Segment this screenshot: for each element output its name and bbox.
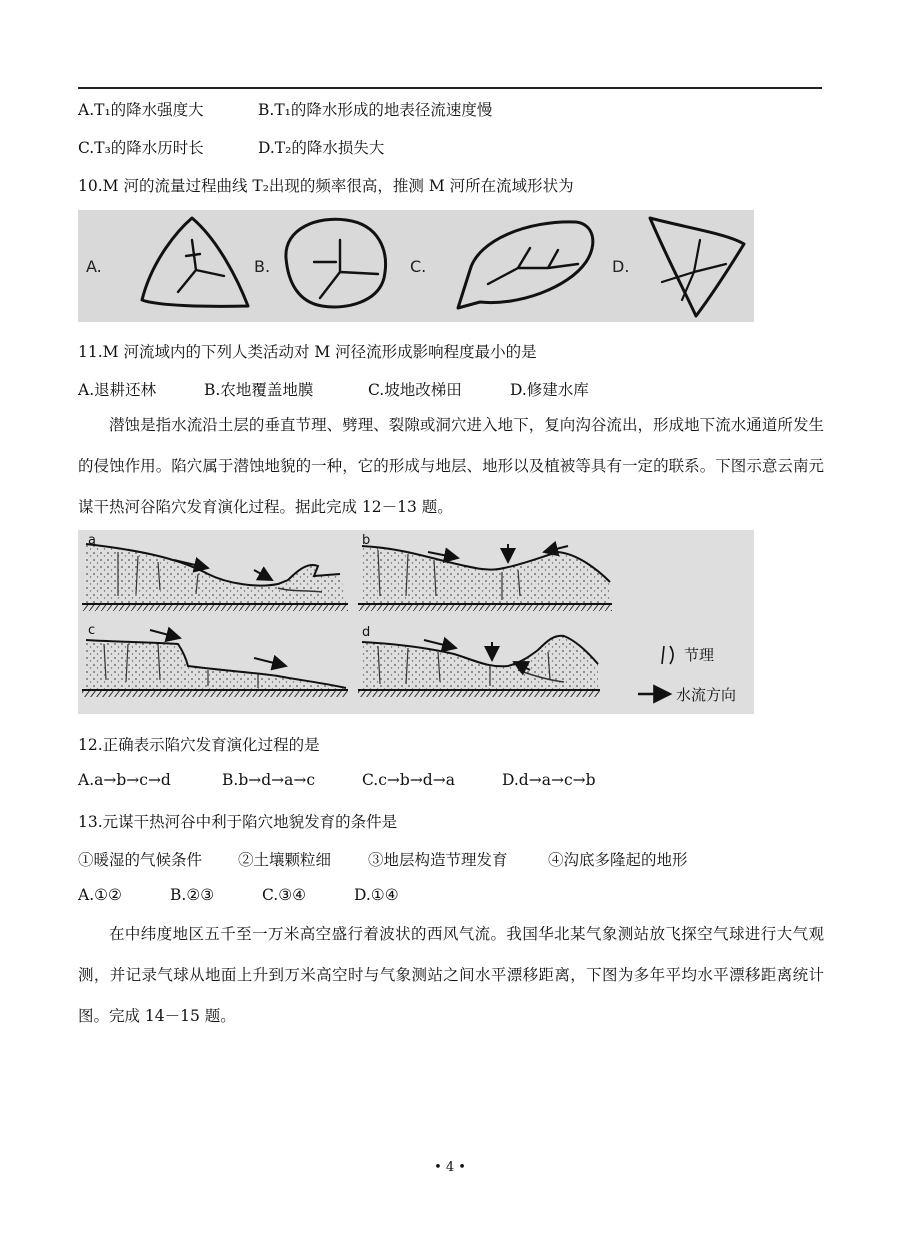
figure2-legend (638, 646, 736, 704)
q9-option-a: A.T₁的降水强度大 (78, 101, 204, 119)
passage-balloon: 在中纬度地区五千至一万米高空盛行着波状的西风气流。我国华北某气象测站放飞探空气球进行大气观测，并记录气球从地面上升到万米高空时与气象测站之间水平漂移距离，下图为多年平均水平漂移距离统计图。完成 14－15 题。 (78, 925, 824, 1025)
passage-suffosion: 潜蚀是指水流沿土层的垂直节理、劈理、裂隙或洞穴进入地下，复向沟谷流出，形成地下流水通道所发生的侵蚀作用。陷穴属于潜蚀地貌的一种，它的形成与地层、地形以及植被等具有一定的联系。下图示意云南元谋干热河谷陷穴发育演化过程。据此完成 12－13 题。 (78, 416, 824, 516)
q13-conditions (78, 848, 688, 870)
sinkhole-evolution-figure (78, 530, 754, 714)
basin-label-c: C. (410, 257, 427, 276)
panel-a (82, 533, 348, 611)
panel-label-b: b (362, 533, 371, 548)
q9-option-c: C.T₃的降水历时长 (78, 139, 204, 157)
q13-option-b: B.②③ (170, 886, 215, 904)
q12-option-c: C.c→b→d→a (362, 771, 455, 789)
panel-c (82, 623, 348, 697)
q11-stem: 11.M 河流域内的下列人类活动对 M 河径流形成影响程度最小的是 (78, 343, 537, 361)
sinkhole-evolution-drawings (78, 530, 754, 714)
q13-condition-4: ④沟底多隆起的地形 (548, 851, 688, 869)
q13-option-c: C.③④ (262, 886, 307, 904)
panel-b (358, 533, 612, 611)
q12-option-d: D.d→a→c→b (502, 771, 596, 789)
q12-option-a: A.a→b→c→d (78, 771, 171, 789)
q11-options (78, 378, 589, 400)
q11-option-d: D.修建水库 (510, 381, 589, 399)
basin-shape-figure (78, 210, 754, 322)
page-number: • 4 • (434, 1160, 466, 1175)
q11-option-a: A.退耕还林 (78, 381, 157, 399)
legend-joint-label: 节理 (684, 646, 715, 664)
q12-options (78, 771, 596, 789)
panel-label-c: c (88, 623, 96, 638)
q13-option-d: D.①④ (354, 886, 399, 904)
header-rule (78, 87, 822, 89)
q13-condition-2: ②土壤颗粒细 (238, 851, 332, 869)
basin-d-outline (650, 218, 744, 316)
q12-stem: 12.正确表示陷穴发育演化过程的是 (78, 736, 320, 754)
q13-condition-3: ③地层构造节理发育 (368, 851, 508, 869)
q9-options-row-1 (78, 98, 492, 120)
basin-label-d: D. (612, 257, 630, 276)
q13-option-a: A.①② (78, 886, 122, 904)
q13-options (78, 886, 399, 904)
q12-option-b: B.b→d→a→c (222, 771, 316, 789)
q9-option-b: B.T₁的降水形成的地表径流速度慢 (258, 101, 493, 119)
legend-flow-label: 水流方向 (676, 686, 737, 704)
q9-options-row-2 (78, 136, 384, 158)
q11-option-c: C.坡地改梯田 (368, 381, 462, 399)
panel-label-d: d (362, 625, 371, 640)
basin-label-b: B. (254, 257, 271, 276)
q13-condition-1: ①暖湿的气候条件 (78, 851, 203, 869)
joint-legend-icon (662, 646, 673, 664)
basin-shape-drawings (78, 210, 754, 322)
panel-label-a: a (88, 533, 96, 548)
panel-d (358, 625, 600, 697)
q9-option-d: D.T₂的降水损失大 (258, 139, 385, 157)
q11-option-b: B.农地覆盖地膜 (204, 381, 314, 399)
q13-stem: 13.元谋干热河谷中利于陷穴地貌发育的条件是 (78, 813, 398, 831)
basin-label-a: A. (86, 257, 102, 276)
q10-stem: 10.M 河的流量过程曲线 T₂出现的频率很高，推测 M 河所在流域形状为 (78, 177, 574, 195)
